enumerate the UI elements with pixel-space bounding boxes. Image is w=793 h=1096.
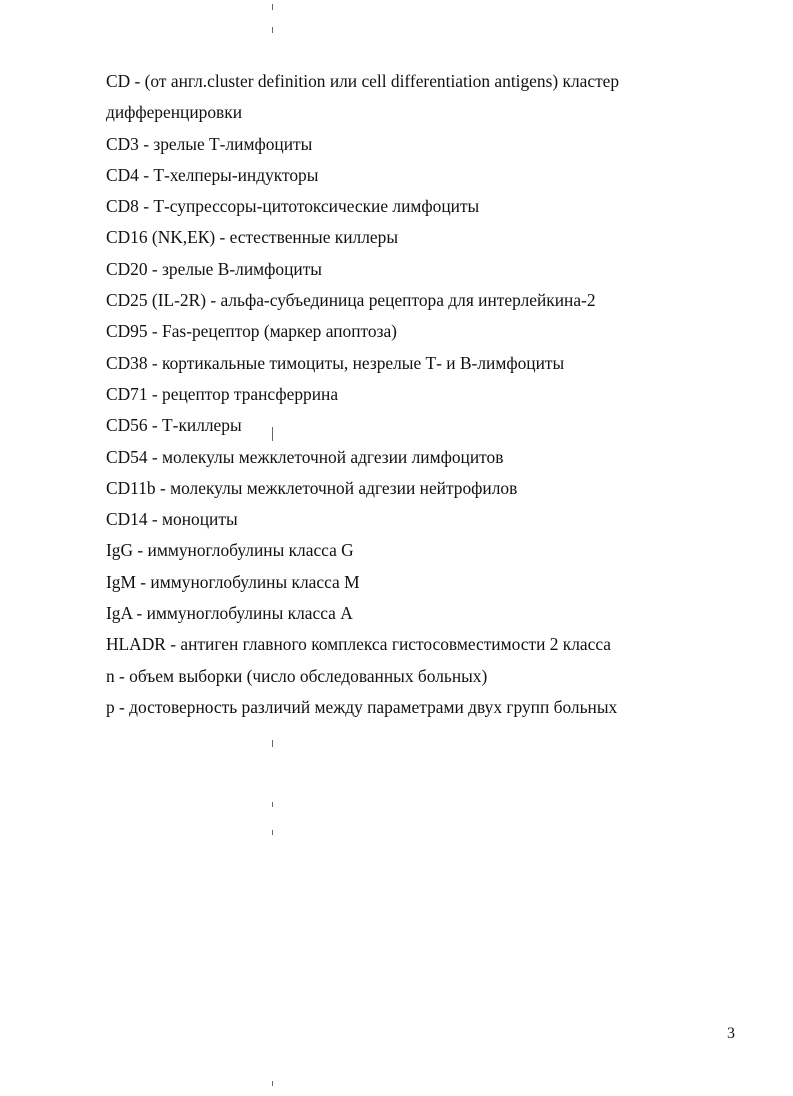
- abbreviation-line: CD71 - рецептор трансферрина: [106, 383, 339, 404]
- abbreviation-line: CD25 (IL-2R) - альфа-субъединица рецептора для интерлейкина-2: [106, 290, 596, 311]
- abbreviation-list: [106, 66, 766, 723]
- abbreviation-line: IgM - иммуноглобулины класса М: [106, 571, 360, 592]
- abbreviation-line: CD14 - моноциты: [106, 509, 238, 530]
- abbreviation-line: CD11b - молекулы межклеточной адгезии нейтрофилов: [106, 477, 518, 498]
- scan-artifact: [272, 427, 273, 441]
- abbreviation-line: CD8 - Т-супрессоры-цитотоксические лимфоциты: [106, 196, 480, 217]
- abbreviation-line: CD16 (NK,ЕК) - естественные киллеры: [106, 227, 398, 248]
- abbreviation-line: CD95 - Fas-рецептор (маркер апоптоза): [106, 321, 397, 342]
- abbreviation-line: CD20 - зрелые В-лимфоциты: [106, 258, 322, 279]
- abbreviation-line: IgA - иммуноглобулины класса А: [106, 603, 353, 624]
- abbreviation-line: дифференцировки: [106, 102, 243, 123]
- abbreviation-line: CD - (от англ.cluster definition или cell differentiation antigens) кластер: [106, 71, 620, 91]
- abbreviation-line: p - достоверность различий между параметрами двух групп больных: [106, 696, 618, 717]
- abbreviation-line: CD3 - зрелые Т-лимфоциты: [106, 133, 313, 154]
- abbreviation-line: IgG - иммуноглобулины класса G: [106, 540, 354, 561]
- abbreviation-line: CD38 - кортикальные тимоциты, незрелые Т- и В-лимфоциты: [106, 352, 565, 373]
- abbreviation-line: n - объем выборки (число обследованных больных): [106, 665, 488, 686]
- abbreviation-line: HLADR - антиген главного комплекса гистосовместимости 2 класса: [106, 634, 611, 655]
- scan-artifact: [272, 27, 273, 33]
- scan-artifact: [272, 802, 273, 807]
- abbreviation-line: CD54 - молекулы межклеточной адгезии лимфоцитов: [106, 446, 504, 467]
- scan-artifact: [272, 4, 273, 10]
- scan-artifact: [272, 740, 273, 747]
- scan-artifact: [272, 1081, 273, 1086]
- abbreviation-line: CD56 - Т-киллеры: [106, 415, 242, 436]
- page-number: 3: [727, 1025, 735, 1042]
- scan-artifact: [272, 830, 273, 835]
- abbreviation-line: CD4 - Т-хелперы-индукторы: [106, 164, 319, 185]
